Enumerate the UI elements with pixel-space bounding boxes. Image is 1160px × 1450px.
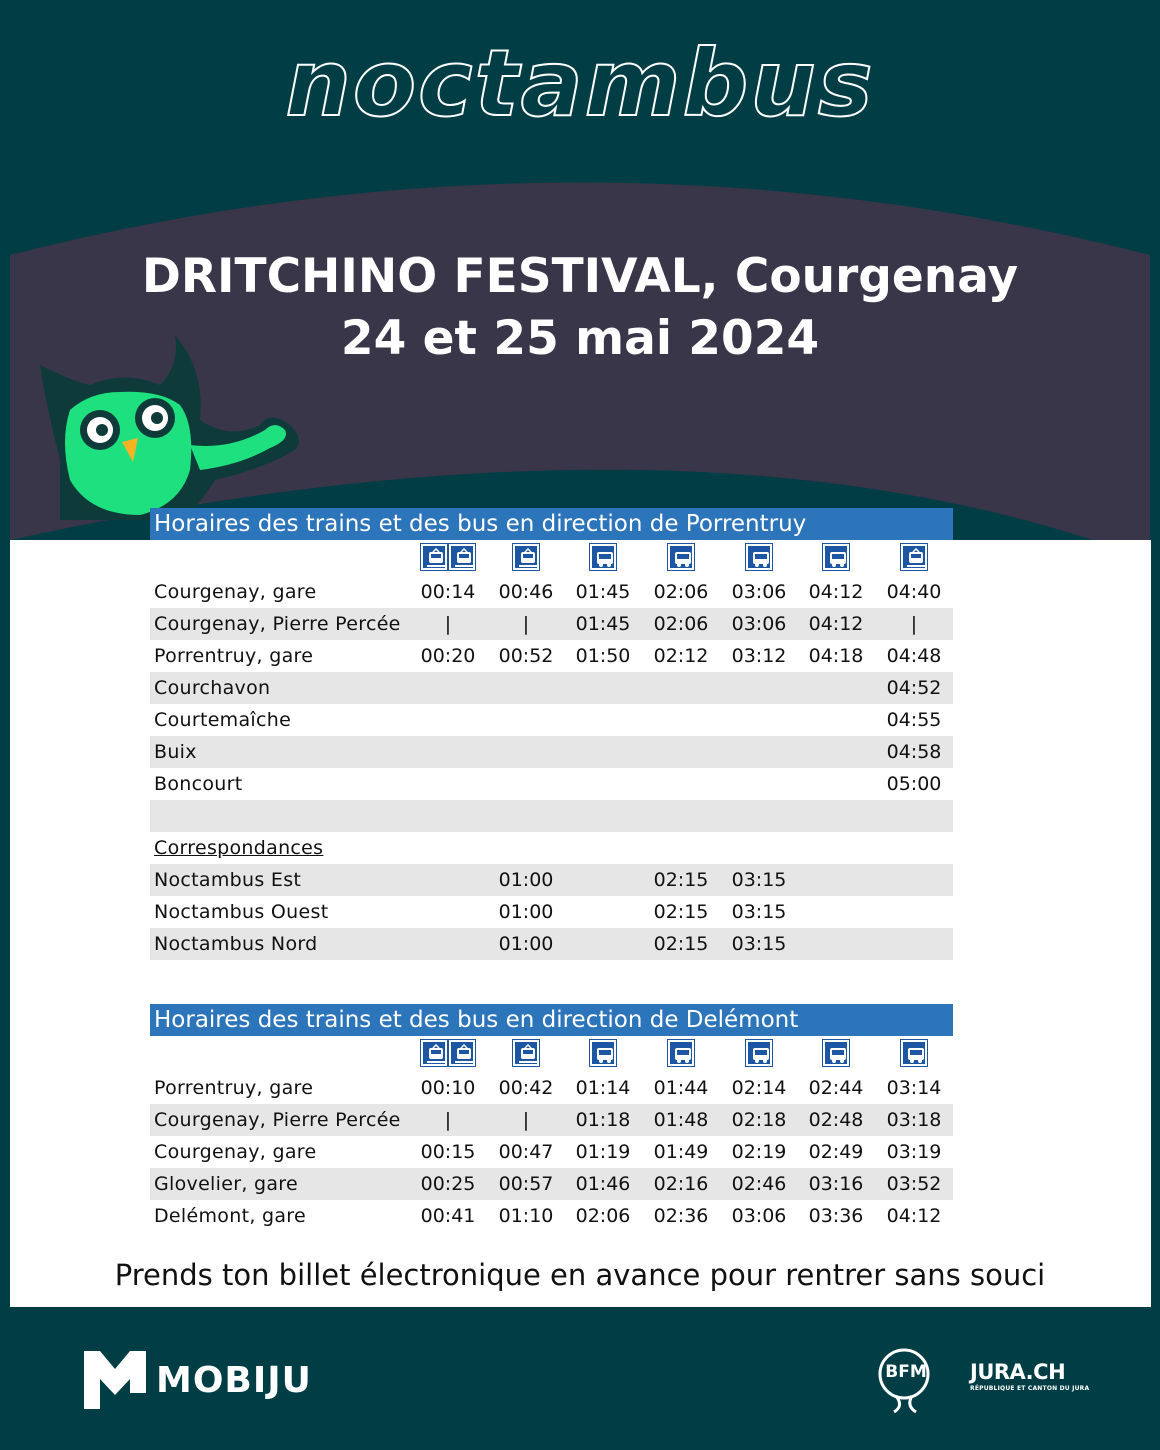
- time-cell: 03:19: [886, 1141, 942, 1163]
- time-cell: 00:41: [420, 1205, 476, 1227]
- time-cell: 03:15: [731, 869, 787, 891]
- table-row: [150, 800, 953, 832]
- time-cell: 02:19: [731, 1141, 787, 1163]
- mobiju-wordmark: MOBIJU: [156, 1359, 312, 1401]
- time-cell: 01:45: [575, 581, 631, 603]
- stop-name: Porrentruy, gare: [154, 645, 314, 667]
- time-cell: 01:46: [575, 1173, 631, 1195]
- time-cell: 01:44: [653, 1077, 709, 1099]
- table-row: [150, 1072, 953, 1104]
- time-cell: 02:49: [808, 1141, 864, 1163]
- time-cell: 01:19: [575, 1141, 631, 1163]
- event-title-line1: DRITCHINO FESTIVAL, Courgenay: [141, 249, 1019, 304]
- train-icon: [513, 1040, 539, 1066]
- time-cell: 00:42: [498, 1077, 554, 1099]
- time-cell: 02:15: [653, 869, 709, 891]
- time-cell: 00:52: [498, 645, 554, 667]
- train-icon: [513, 544, 539, 570]
- time-cell: 02:18: [731, 1109, 787, 1131]
- time-cell: 03:15: [731, 933, 787, 955]
- time-cell: 01:00: [498, 869, 554, 891]
- stop-name: Boncourt: [154, 773, 243, 795]
- time-cell: 00:15: [420, 1141, 476, 1163]
- time-cell: 04:40: [886, 581, 942, 603]
- table-row: [150, 672, 953, 704]
- train-icon: [421, 544, 447, 570]
- time-cell: 00:14: [420, 581, 476, 603]
- bus-icon: [823, 1040, 849, 1066]
- time-cell: 03:06: [731, 1205, 787, 1227]
- mode-cell: [668, 1040, 694, 1068]
- bus-icon: [823, 544, 849, 570]
- time-cell: 03:15: [731, 901, 787, 923]
- table-row: [150, 896, 953, 928]
- bus-icon: [590, 544, 616, 570]
- mode-cell: [901, 1040, 927, 1068]
- time-cell: 02:15: [653, 901, 709, 923]
- time-cell: 01:10: [498, 1205, 554, 1227]
- stop-name: Courchavon: [154, 677, 271, 699]
- stop-name: Porrentruy, gare: [154, 1077, 314, 1099]
- stop-name: Courgenay, gare: [154, 1141, 317, 1163]
- time-cell: 02:16: [653, 1173, 709, 1195]
- time-cell: 00:10: [420, 1077, 476, 1099]
- mode-cell: [421, 1040, 475, 1068]
- timetable-rows: [150, 1072, 953, 1232]
- time-cell: |: [444, 1109, 452, 1131]
- stop-name: Courgenay, Pierre Percée: [154, 1109, 401, 1131]
- time-cell: 00:46: [498, 581, 554, 603]
- mode-cell: [513, 1040, 539, 1068]
- time-cell: 02:15: [653, 933, 709, 955]
- mobiju-m-icon: [84, 1351, 146, 1409]
- table-row: [150, 1136, 953, 1168]
- time-cell: |: [910, 613, 918, 635]
- jura-logo: [970, 1360, 1090, 1400]
- time-cell: 01:14: [575, 1077, 631, 1099]
- bus-icon: [668, 1040, 694, 1066]
- time-cell: 02:12: [653, 645, 709, 667]
- time-cell: 03:14: [886, 1077, 942, 1099]
- mode-cell: [823, 544, 849, 572]
- time-cell: 01:50: [575, 645, 631, 667]
- train-icon: [449, 1040, 475, 1066]
- time-cell: 00:25: [420, 1173, 476, 1195]
- delemont-section: [150, 1004, 953, 1232]
- owl-mascot-icon: [30, 330, 320, 530]
- mode-cell: [746, 1040, 772, 1068]
- train-icon: [449, 544, 475, 570]
- time-cell: 04:18: [808, 645, 864, 667]
- ticket-tagline: Prends ton billet électronique en avance pour rentrer sans souci: [114, 1258, 1046, 1292]
- event-title-line2: 24 et 25 mai 2024: [340, 311, 820, 366]
- stop-name: Courtemaîche: [154, 709, 292, 731]
- stop-name: Delémont, gare: [154, 1205, 306, 1227]
- mode-icons-row: [150, 1036, 953, 1072]
- time-cell: 04:12: [886, 1205, 942, 1227]
- time-cell: 00:20: [420, 645, 476, 667]
- time-cell: 02:36: [653, 1205, 709, 1227]
- time-cell: 03:06: [731, 613, 787, 635]
- mode-cell: [513, 544, 539, 572]
- jura-wordmark: JURA.CH: [970, 1360, 1066, 1384]
- bus-icon: [746, 1040, 772, 1066]
- time-cell: 02:06: [653, 581, 709, 603]
- time-cell: 04:12: [808, 613, 864, 635]
- stop-name: Courgenay, Pierre Percée: [154, 613, 401, 635]
- table-row: [150, 1168, 953, 1200]
- noctambus-logo: noctambus: [285, 30, 875, 137]
- stop-name: Noctambus Est: [154, 869, 302, 891]
- mode-cell: [590, 544, 616, 572]
- time-cell: 00:57: [498, 1173, 554, 1195]
- time-cell: |: [522, 1109, 530, 1131]
- table-row: [150, 1200, 953, 1232]
- bus-icon: [746, 544, 772, 570]
- mode-cell: [590, 1040, 616, 1068]
- mode-cell: [823, 1040, 849, 1068]
- time-cell: 03:12: [731, 645, 787, 667]
- table-row: [150, 1104, 953, 1136]
- table-row: [150, 640, 953, 672]
- time-cell: 01:00: [498, 901, 554, 923]
- bus-icon: [901, 1040, 927, 1066]
- time-cell: 03:18: [886, 1109, 942, 1131]
- stop-name: Noctambus Nord: [154, 933, 318, 955]
- time-cell: 02:48: [808, 1109, 864, 1131]
- stop-name: Courgenay, gare: [154, 581, 317, 603]
- stop-name: Glovelier, gare: [154, 1173, 298, 1195]
- time-cell: 04:48: [886, 645, 942, 667]
- mode-cell: [668, 544, 694, 572]
- porrentruy-section: [150, 508, 953, 960]
- bus-icon: [590, 1040, 616, 1066]
- mode-cell: [901, 544, 927, 572]
- table-row: [150, 832, 953, 864]
- mobiju-logo: [84, 1350, 312, 1410]
- mode-icons-row: [150, 540, 953, 576]
- section-header: Horaires des trains et des bus en direction de Delémont: [150, 1004, 953, 1036]
- table-row: [150, 704, 953, 736]
- time-cell: 01:45: [575, 613, 631, 635]
- table-row: [150, 768, 953, 800]
- mode-cell: [746, 544, 772, 572]
- table-row: [150, 736, 953, 768]
- bfm-text: BFM: [885, 1362, 927, 1382]
- time-cell: 03:16: [808, 1173, 864, 1195]
- stop-name: Noctambus Ouest: [154, 901, 329, 923]
- table-row: [150, 576, 953, 608]
- mode-cell: [421, 544, 475, 572]
- time-cell: 04:52: [886, 677, 942, 699]
- time-cell: 02:46: [731, 1173, 787, 1195]
- time-cell: 00:47: [498, 1141, 554, 1163]
- time-cell: 03:52: [886, 1173, 942, 1195]
- section-header: Horaires des trains et des bus en direction de Porrentruy: [150, 508, 953, 540]
- time-cell: 02:06: [653, 613, 709, 635]
- time-cell: 01:00: [498, 933, 554, 955]
- timetable-rows: [150, 576, 953, 960]
- time-cell: 02:44: [808, 1077, 864, 1099]
- stop-name: Buix: [154, 741, 197, 763]
- time-cell: |: [444, 613, 452, 635]
- time-cell: 02:14: [731, 1077, 787, 1099]
- jura-subtitle: RÉPUBLIQUE ET CANTON DU JURA: [970, 1385, 1090, 1392]
- time-cell: 02:06: [575, 1205, 631, 1227]
- time-cell: 01:18: [575, 1109, 631, 1131]
- stop-name: Correspondances: [154, 837, 324, 859]
- time-cell: 04:12: [808, 581, 864, 603]
- time-cell: 03:36: [808, 1205, 864, 1227]
- time-cell: 01:48: [653, 1109, 709, 1131]
- time-cell: 04:58: [886, 741, 942, 763]
- table-row: [150, 928, 953, 960]
- time-cell: |: [522, 613, 530, 635]
- bus-icon: [668, 544, 694, 570]
- table-row: [150, 608, 953, 640]
- bfm-logo: [876, 1344, 936, 1414]
- time-cell: 05:00: [886, 773, 942, 795]
- time-cell: 03:06: [731, 581, 787, 603]
- train-icon: [901, 544, 927, 570]
- table-row: [150, 864, 953, 896]
- time-cell: 04:55: [886, 709, 942, 731]
- train-icon: [421, 1040, 447, 1066]
- time-cell: 01:49: [653, 1141, 709, 1163]
